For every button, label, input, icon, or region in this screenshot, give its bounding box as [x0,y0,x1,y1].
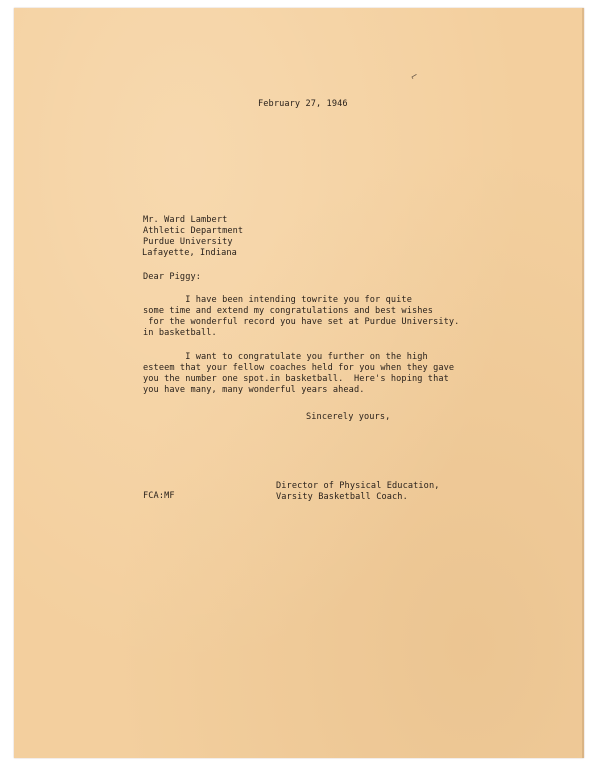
complimentary-close: Sincerely yours, [306,412,391,422]
paper-edge-shadow [582,8,584,758]
paragraph-line: some time and extend my congratulations and best wishes [143,306,434,316]
paragraph-line: for the wonderful record you have set at Purdue University. [143,317,460,327]
recipient-address [143,215,243,259]
paragraph-line: in basketball. [143,328,217,338]
paragraph-2 [143,352,454,396]
recipient-line: Lafayette, Indiana [142,248,237,258]
paragraph-line: you the number one spot.in basketball. Here's hoping that [143,374,449,384]
paragraph-line: I want to congratulate you further on the high [143,352,428,362]
salutation: Dear Piggy: [143,272,202,282]
signature-line: Director of Physical Education, [276,481,440,491]
pencil-mark: ⌐ [409,70,421,84]
paragraph-line: you have many, many wonderful years ahead. [143,385,365,395]
signature-block [276,481,440,503]
reference-initials: FCA:MF [143,491,175,501]
recipient-line: Athletic Department [143,226,244,236]
recipient-line: Purdue University [143,237,233,247]
recipient-line: Mr. Ward Lambert [143,215,228,225]
paragraph-line: I have been intending towrite you for quite [143,295,412,305]
paragraph-1 [143,295,459,339]
letter-date: February 27, 1946 [258,99,348,109]
signature-line: Varsity Basketball Coach. [276,492,408,502]
paragraph-line: esteem that your fellow coaches held for you when they gave [143,363,455,373]
